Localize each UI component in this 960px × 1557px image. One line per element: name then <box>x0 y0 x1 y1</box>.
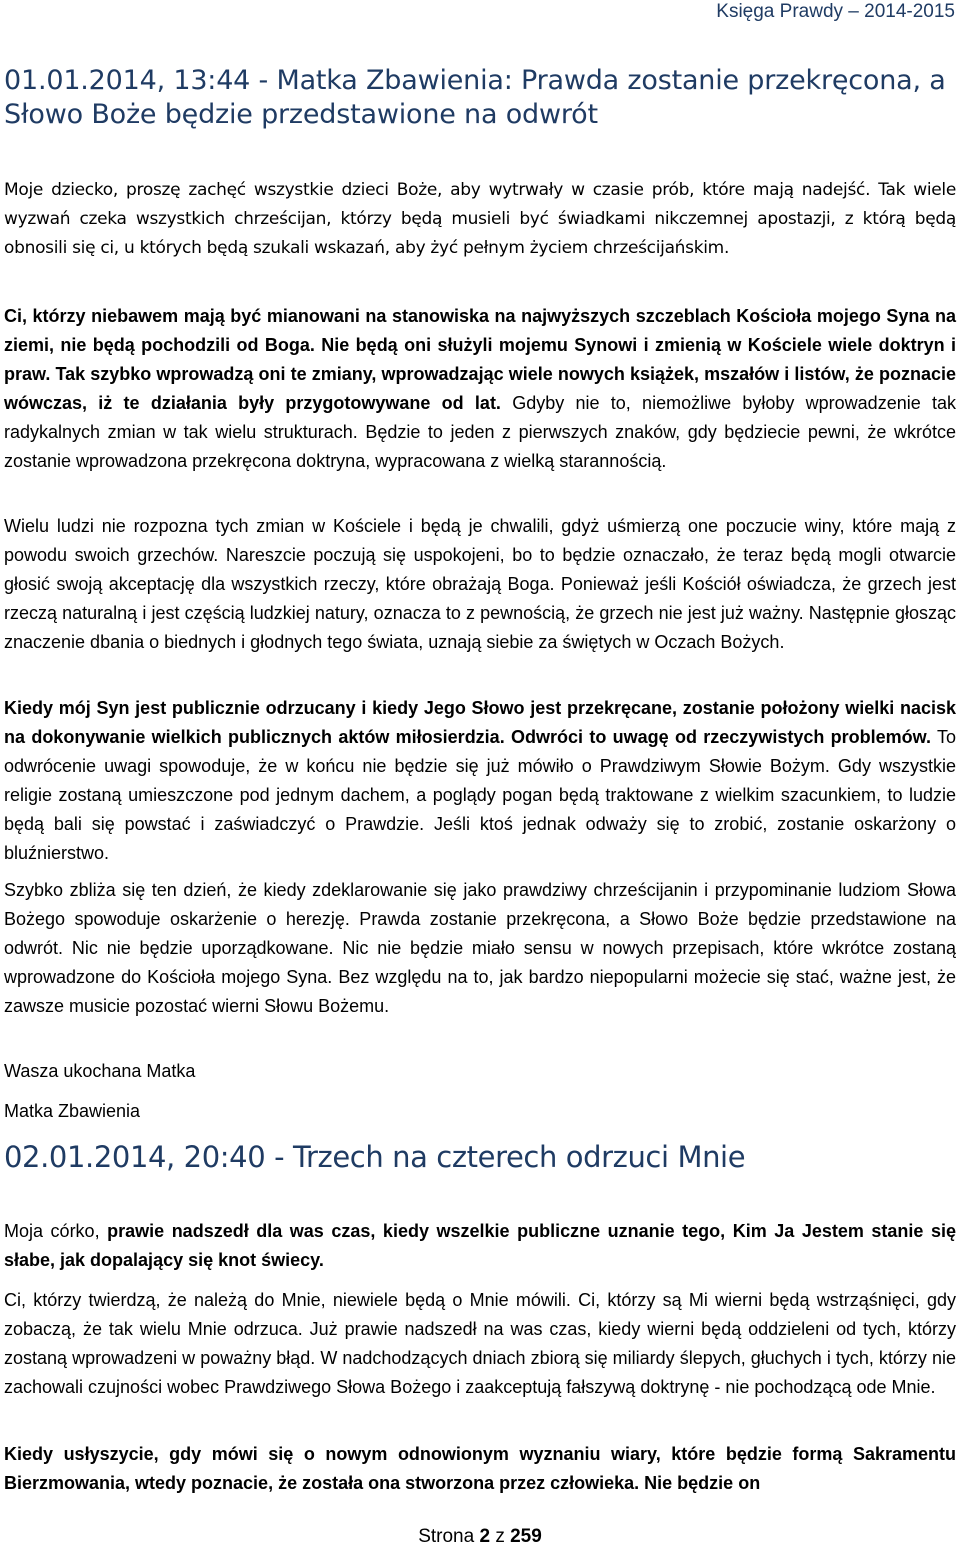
paragraph-2-text: Gdyby nie to, niemożliwe byłoby wprowadzenie tak radykalnych zmian w tak wielu strukturach. Będzie to jeden z pierwszych znaków, gdy będziecie pewni, że wkrótce zostanie wprowadzona przekręcona doktryna, wypracowana z wielką starannością. <box>4 393 956 471</box>
paragraph-8 <box>4 1440 956 1498</box>
paragraph-5: Szybko zbliża się ten dzień, że kiedy zdeklarowanie się jako prawdziwy chrześcijanin i przypominanie ludziom Słowa Bożego spowoduje oskarżenie o herezję. Prawda zostanie przekręcona, a Słowo Boże będzie przedstawione na odwrót. Nic nie będzie uporządkowane. Nic nie będzie miało sensu w nowych przepisach, które wkrótce zostaną wprowadzone do Kościoła mojego Syna. Bez względu na to, jak bardzo niepopularni możecie się stać, ważne jest, że zawsze musicie pozostać wierni Słowu Bożemu. <box>4 880 956 1016</box>
closing-line-1: Wasza ukochana Matka <box>4 1061 196 1081</box>
paragraph-1: Moje dziecko, proszę zachęć wszystkie dzieci Boże, aby wytrwały w czasie prób, które mają nadejść. Tak wiele wyzwań czeka wszystkich chrześcijan, którzy będą musieli być świadkami nikczemnej apostazji, z którą będą obnosili się ci, u których będą szukali wskazań, aby żyć pełnym życiem chrześcijańskim. <box>4 180 956 258</box>
paragraph-8-bold: Kiedy usłyszycie, gdy mówi się o nowym odnowionym wyznaniu wiary, które będzie formą Sakramentu Bierzmowania, wtedy poznacie, że została ona stworzona przez człowieka. Nie będzie on <box>4 1444 956 1493</box>
paragraph-4-bold: Kiedy mój Syn jest publicznie odrzucany i kiedy Jego Słowo jest przekręcane, zostanie położony wielki nacisk na dokonywanie wielkich publicznych aktów miłosierdzia. Odwróci to uwagę od rzeczywistych problemów. <box>4 698 956 747</box>
message-title-2: 02.01.2014, 20:40 - Trzech na czterech odrzuci Mnie <box>4 1140 746 1174</box>
page-separator: z <box>495 1526 505 1547</box>
paragraph-2-bold: Ci, którzy niebawem mają być mianowani na stanowiska na najwyższych szczeblach Kościoła mojego Syna na ziemi, nie będą pochodzili od Boga. Nie będą oni służyli mojemu Synowi i zmienią w Kościele wiele doktryn i praw. Tak szybko wprowadzą oni te zmiany, wprowadzając wiele nowych książek, mszałów i listów, że poznacie wówczas, iż te działania były przygotowywane od lat. <box>4 306 956 413</box>
paragraph-4 <box>4 694 956 868</box>
closing-line-2: Matka Zbawienia <box>4 1101 141 1121</box>
page-label: Strona <box>418 1526 475 1547</box>
message-title-1: 01.01.2014, 13:44 - Matka Zbawienia: Prawda zostanie przekręcona, a Słowo Boże będzie przedstawione na odwrót <box>4 65 946 130</box>
paragraph-6 <box>4 1217 956 1275</box>
paragraph-2 <box>4 302 956 476</box>
paragraph-3: Wielu ludzi nie rozpozna tych zmian w Kościele i będą je chwalili, gdyż uśmierzą one poczucie winy, które mają z powodu swoich grzechów. Nareszcie poczują się uspokojeni, bo to będzie oznaczało, że teraz będą mogli otwarcie głosić swoją akceptację dla wszystkich rzeczy, które obrażają Boga. Ponieważ jeśli Kościół oświadcza, że grzech jest rzeczą naturalną i jest częścią ludzkiej natury, oznacza to z pewnością, że grzech nie jest już ważny. Następnie głosząc znaczenie dbania o biednych i głodnych tego świata, uznają siebie za świętych w Oczach Bożych. <box>4 516 956 652</box>
paragraph-4-text: To odwrócenie uwagi spowoduje, że w końcu nie będzie się już mówiło o Prawdziwym Słowie Bożym. Gdy wszystkie religie zostaną umieszczone pod jednym dachem, a poglądy pogan będą traktowane z wielkim szacunkiem, to ludzie będą bali się powstać i zaświadczyć o Prawdzie. Jeśli ktoś jednak odważy się to zrobić, zostanie oskarżony o bluźnierstwo. <box>4 727 957 863</box>
running-header: Księga Prawdy – 2014-2015 <box>716 1 955 22</box>
paragraph-7: Ci, którzy twierdzą, że należą do Mnie, niewiele będą o Mnie mówili. Ci, którzy są Mi wierni będą wstrząśnięci, gdy zobaczą, że tak wielu Mnie odrzuca. Już prawie nadszedł na was czas, kiedy wierni będą oddzieleni od tych, którzy zostaną wprowadzeni w poważny błąd. W nadchodzących dniach zbiorą się miliardy ślepych, głuchych i tych, którzy nie zachowali czujności wobec Prawdziwego Słowa Bożego i zaakceptują fałszywą doktrynę - nie pochodzącą ode Mnie. <box>4 1290 956 1397</box>
page-total: 259 <box>510 1526 542 1547</box>
page-footer <box>0 1525 960 1549</box>
paragraph-6-text: Moja córko, <box>4 1221 108 1241</box>
paragraph-6-bold: prawie nadszedł dla was czas, kiedy wszelkie publiczne uznanie tego, Kim Ja Jestem stanie się słabe, jak dopalający się knot świecy. <box>4 1221 956 1270</box>
page-current: 2 <box>479 1526 491 1547</box>
